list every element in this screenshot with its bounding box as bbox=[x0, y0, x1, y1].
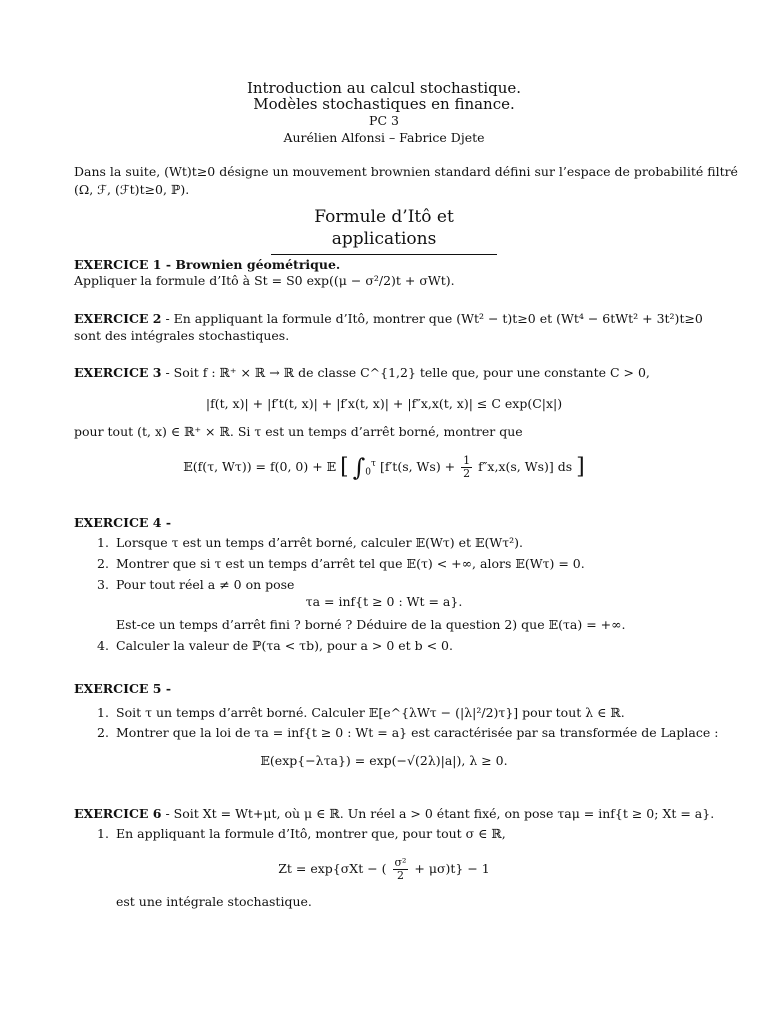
title-line-2: Modèles stochastiques en finance. bbox=[253, 95, 515, 113]
authors: Aurélien Alfonsi – Fabrice Djete bbox=[283, 130, 485, 145]
ex6-heading: EXERCICE 6 bbox=[74, 806, 162, 821]
ex1-heading: EXERCICE 1 - Brownien géométrique. bbox=[74, 257, 341, 272]
ex6-equation bbox=[0, 852, 768, 886]
pc-number: PC 3 bbox=[369, 113, 399, 128]
ex3-line-2: pour tout (t, x) ∈ ℝ⁺ × ℝ. Si τ est un temps d’arrêt borné, montrer que bbox=[74, 424, 523, 439]
ex2-line-1-text: - En appliquant la formule d’Itô, montrer que (Wt² − t)t≥0 et (Wt⁴ − 6tWt² + 3t²)t≥0 bbox=[161, 311, 703, 326]
ex4-item-3: 3. Pour tout réel a ≠ 0 on pose bbox=[97, 577, 295, 592]
left-bracket: [ bbox=[340, 454, 349, 480]
ex4-followup: Est-ce un temps d’arrêt fini ? borné ? Déduire de la question 2) que 𝔼(τa) = +∞. bbox=[116, 617, 626, 632]
ex2-heading: EXERCICE 2 bbox=[74, 311, 162, 326]
ex5-heading: EXERCICE 5 - bbox=[74, 681, 172, 696]
ex3-line-1-text: - Soit f : ℝ⁺ × ℝ → ℝ de classe C^{1,2} telle que, pour une constante C > 0, bbox=[161, 365, 650, 380]
right-bracket: ] bbox=[576, 454, 585, 480]
sigma-squared-over-two: $\frac{\text{σ²}}{2}$ bbox=[394, 856, 407, 882]
ex3-equation-1: |f(t, x)| + |f′t(t, x)| + |f′x(t, x)| + |f″x,x(t, x)| ≤ C exp(C|x|) bbox=[205, 396, 563, 411]
title-line-1: Introduction au calcul stochastique. bbox=[246, 79, 522, 97]
ex6-item-1: 1. En appliquant la formule d’Itô, montrer que, pour tout σ ∈ ℝ, bbox=[97, 826, 506, 841]
ex4-item-4: 4. Calculer la valeur de ℙ(τa < τb), pour a > 0 et b < 0. bbox=[97, 638, 453, 653]
ex1-text: Appliquer la formule d’Itô à St = S0 exp((μ − σ²/2)t + σWt). bbox=[74, 273, 455, 288]
ex3-eq2-integrand: [f′t(s, Ws) + bbox=[379, 459, 456, 474]
ex3-eq2-left: 𝔼(f(τ, Wτ)) = f(0, 0) + 𝔼 bbox=[183, 459, 337, 474]
ex4-equation: τa = inf{t ≥ 0 : Wt = a}. bbox=[305, 594, 463, 609]
ex6-line-1-text: - Soit Xt = Wt+μt, où μ ∈ ℝ. Un réel a > 0 étant fixé, on pose τaμ = inf{t ≥ 0; Xt = a}. bbox=[161, 806, 715, 821]
intro-line-2: (Ω, ℱ, (ℱt)t≥0, ℙ). bbox=[74, 182, 190, 197]
one-half-fraction: $\frac{1}{2}$ bbox=[463, 454, 471, 480]
ex4-item-1: 1. Lorsque τ est un temps d’arrêt borné, calculer 𝔼(Wτ) et 𝔼(Wτ²). bbox=[97, 535, 524, 550]
ex6-eq-left: Zt = exp{σXt − ( bbox=[278, 861, 387, 876]
ex3-eq2-tail: f″x,x(s, Ws)] ds bbox=[478, 459, 573, 474]
integral-sign: ∫ bbox=[352, 453, 366, 482]
ex3-equation-2: 𝔼(f(τ, Wτ)) = f(0, 0) + 𝔼 [ $\int_0^\tau$ [f′t(s, Ws) + $\frac{1}{2}$ f″x,x(s, Ws)] ds ] bbox=[183, 453, 585, 482]
ex3-heading: EXERCICE 3 bbox=[74, 365, 162, 380]
ex6-eq-right: + μσ)t} − 1 bbox=[414, 861, 490, 876]
ex6-followup: est une intégrale stochastique. bbox=[116, 894, 312, 909]
ex2-line-2: sont des intégrales stochastiques. bbox=[74, 328, 290, 343]
section-title: Formule d’Itô et applications bbox=[271, 206, 497, 255]
ex5-item-1: 1. Soit τ un temps d’arrêt borné. Calculer 𝔼[e^{λWτ − (|λ|²/2)τ}] pour tout λ ∈ ℝ. bbox=[97, 705, 625, 720]
ex5-equation: 𝔼(exp{−λτa}) = exp(−√(2λ)|a|), λ ≥ 0. bbox=[260, 753, 508, 768]
intro-line-1: Dans la suite, (Wt)t≥0 désigne un mouvement brownien standard défini sur l’espace de probabilité filtré bbox=[74, 164, 738, 179]
ex4-item-2: 2. Montrer que si τ est un temps d’arrêt tel que 𝔼(τ) < +∞, alors 𝔼(Wτ) = 0. bbox=[97, 556, 585, 571]
ex3-line-1 bbox=[74, 365, 650, 381]
ex5-item-2: 2. Montrer que la loi de τa = inf{t ≥ 0 : Wt = a} est caractérisée par sa transformée de Laplace : bbox=[97, 725, 719, 740]
ex2-line-1 bbox=[74, 311, 703, 327]
ex6-line-1 bbox=[74, 806, 714, 822]
ex4-heading: EXERCICE 4 - bbox=[74, 515, 172, 530]
